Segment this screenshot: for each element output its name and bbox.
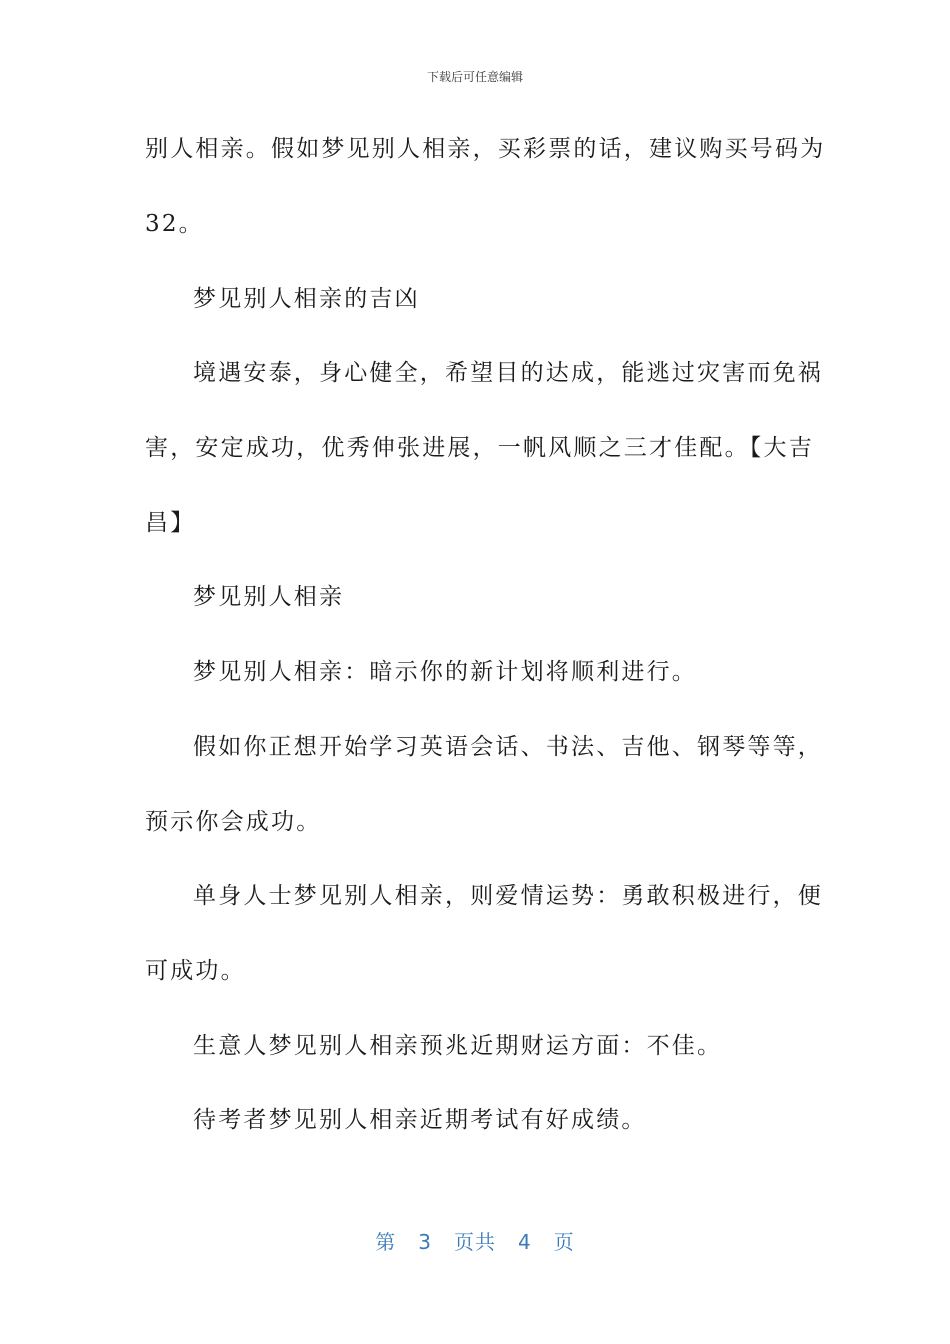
paragraph-line: 待考者梦见别人相亲近期考试有好成绩。 [193, 1107, 647, 1133]
section-heading: 梦见别人相亲的吉凶 [193, 286, 420, 312]
paragraph-line: 害，安定成功，优秀伸张进展，一帆风顺之三才佳配。【大吉 [145, 435, 814, 461]
paragraph-line: 生意人梦见别人相亲预兆近期财运方面：不佳。 [193, 1033, 723, 1059]
paragraph-line: 可成功。 [145, 958, 246, 984]
paragraph-line: 假如你正想开始学习英语会话、书法、吉他、钢琴等等， [193, 734, 823, 760]
page-footer [0, 1226, 950, 1255]
paragraph-line: 预示你会成功。 [145, 809, 322, 835]
footer-prefix: 第 [375, 1230, 397, 1254]
page-header: 下载后可任意编辑 [426, 70, 523, 84]
paragraph-line: 单身人士梦见别人相亲，则爱情运势：勇敢积极进行，便 [193, 883, 823, 909]
paragraph-line: 别人相亲。假如梦见别人相亲，买彩票的话，建议购买号码为 [145, 136, 826, 162]
paragraph-line: 梦见别人相亲：暗示你的新计划将顺利进行。 [193, 659, 697, 685]
paragraph-line: 昌】 [145, 510, 196, 536]
footer-middle: 页共 [454, 1230, 496, 1254]
paragraph-line: 境遇安泰，身心健全，希望目的达成，能逃过灾害而免祸 [193, 360, 823, 386]
current-page-number: 3 [418, 1230, 432, 1254]
footer-suffix: 页 [553, 1230, 575, 1254]
section-heading: 梦见别人相亲 [193, 584, 345, 610]
total-page-number: 4 [518, 1230, 532, 1254]
paragraph-line: 32。 [145, 211, 204, 237]
